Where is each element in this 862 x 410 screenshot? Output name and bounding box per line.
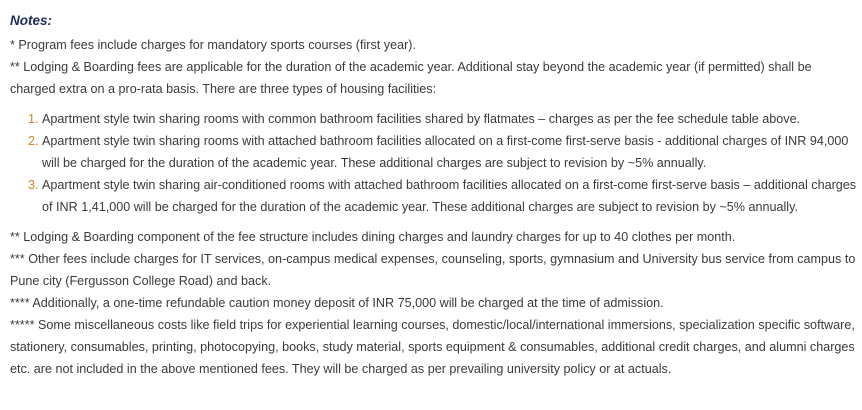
list-item-number: 2. [28,134,39,148]
list-item-text: Apartment style twin sharing rooms with attached bathroom facilities allocated on a first-come first-serve basis - additional charges of INR 94,000 will be charged for the duration of the academic year. These additional charges are subject to revision by ~5% annually. [42,134,849,170]
list-item-number: 1. [28,112,39,126]
list-item [28,130,858,174]
note-miscellaneous-costs: ***** Some miscellaneous costs like field trips for experiential learning courses, domestic/local/international immersions, specialization specific software, stationery, consumables, printing, photocopying, books, study material, sports equipment & consumables, additional credit charges, and alumni charges etc. are not included in the above mentioned fees. They will be charged as per prevailing university policy or at actuals. [10,318,855,376]
notes-section [10,12,858,380]
list-item-text: Apartment style twin sharing air-conditioned rooms with attached bathroom facilities allocated on a first-come first-serve basis – additional charges of INR 1,41,000 will be charged for the duration of the academic year. These additional charges are subject to revision by ~5% annually. [42,178,857,214]
list-item [28,108,858,130]
list-item [28,174,858,218]
note-lodging-component: ** Lodging & Boarding component of the fee structure includes dining charges and laundry charges for up to 40 clothes per month. [10,230,736,244]
list-item-number: 3. [28,178,39,192]
note-other-fees: *** Other fees include charges for IT services, on-campus medical expenses, counseling, sports, gymnasium and University bus service from campus to Pune city (Fergusson College Road) and back. [10,252,856,288]
notes-title: Notes: [10,13,53,28]
note-program-fees: * Program fees include charges for mandatory sports courses (first year). [10,38,416,52]
note-lodging-boarding: ** Lodging & Boarding fees are applicable for the duration of the academic year. Additional stay beyond the academic year (if permitted) shall be charged extra on a pro-rata basis. There are three types of housing facilities: [10,60,812,96]
list-item-text: Apartment style twin sharing rooms with common bathroom facilities shared by flatmates – charges as per the fee schedule table above. [42,112,801,126]
housing-options-list [10,108,858,218]
note-caution-deposit: **** Additionally, a one-time refundable caution money deposit of INR 75,000 will be charged at the time of admission. [10,296,664,310]
